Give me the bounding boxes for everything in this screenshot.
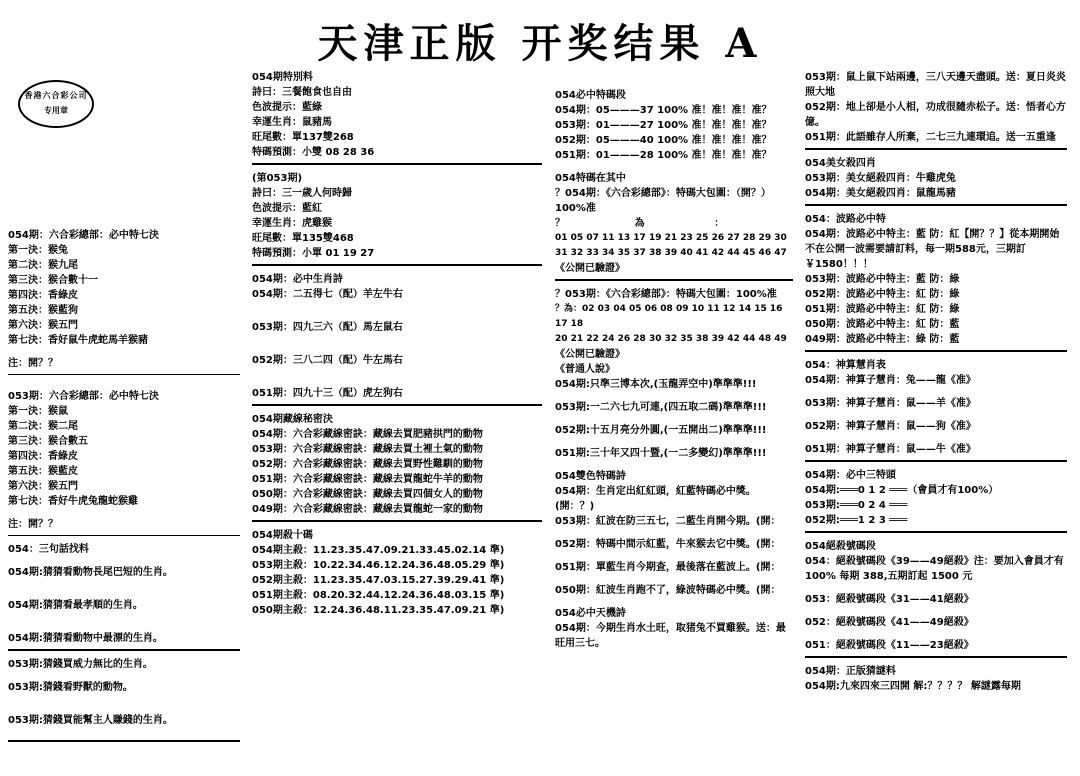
text-line: 第五決：猴藍皮	[8, 466, 78, 477]
text-line: 053期：波路必中特主：藍 防：綠	[805, 274, 960, 285]
text-line: ？ 為 ：	[555, 218, 725, 229]
text-line: 051期：六合彩藏線密訣：藏線去買龍蛇牛羊的動物	[252, 474, 483, 485]
text-line: 054期：六合彩藏線密訣：藏線去買肥豬拱門的動物	[252, 429, 483, 440]
column-3	[555, 88, 793, 651]
text-line: 052期：神算子慧肖：鼠——狗《准》	[805, 421, 976, 432]
text-line: 054期:猜猜看最孝順的生肖。	[8, 600, 143, 611]
text-line: 050期：紅波生肖跑不了，綠波特碼必中獎。(開：	[555, 585, 781, 596]
text-line: 054期：神算子慧肖：兔——龍《准》	[805, 375, 976, 386]
page-title: 天津正版 开奖结果 A	[317, 20, 763, 67]
text-line: 052期：六合彩藏線密訣：藏線去買野性難馴的動物	[252, 459, 483, 470]
text-line: 052期：波路必中特主：紅 防：綠	[805, 289, 960, 300]
text-line: 054期特別料	[252, 72, 313, 83]
text-line: 第四決：香綠皮	[8, 451, 78, 462]
text-line: 注：開？？	[8, 519, 58, 530]
text-line: 054期：必中三特頭	[805, 470, 896, 481]
text-line: 054期:九來四來三四開 解:？？？？ 解謎露每期	[805, 681, 1021, 692]
text-line: 054期：六合彩總部：必中特七決	[8, 230, 159, 241]
text-line: ？054期：《六合彩總部》：特碼大包圍：（開？）100%准	[555, 188, 771, 214]
text-line: 第七決：香好牛虎兔龍蛇猴雞	[8, 496, 138, 507]
text-line: 052期：地上卻是小人相，功成很隨赤松子。送：悟者心方億。	[805, 102, 1066, 128]
text-line: 051：絕殺號碼段《11——23絕殺》	[805, 640, 974, 651]
text-line: 《公開已驗證》	[555, 349, 625, 360]
text-line: 053期:猜錢看野獸的動物。	[8, 682, 133, 693]
text-line: 第二決：猴二尾	[8, 421, 78, 432]
text-line: 053期：美女絕殺四肖：牛雞虎兔	[805, 173, 956, 184]
text-line: 052期:═══1 2 3 ═══	[805, 515, 908, 526]
text-line: 《普通人說》	[555, 364, 615, 375]
text-line: 01 05 07 11 13 17 19 21 23 25 26 27 28 29 30	[555, 233, 787, 243]
text-line: 054：絕殺號碼段《39——49絕殺》注：要加入會員才有 100% 每期 388,五期訂起 1500 元	[805, 556, 1064, 582]
text-line: 051期：此語雖存人所棄，二七三九連環追。送一五重逢	[805, 132, 1056, 143]
text-line: 詩曰：三一歲人何時歸	[252, 188, 352, 199]
text-line: 054必中特碼段	[555, 90, 626, 101]
text-line: 052期:十五月亮分外圓,(一五開出二)準準準!!!	[555, 425, 767, 436]
text-line: 色波提示：藍綠	[252, 102, 322, 113]
text-line: 旺尾數：單137雙268	[252, 132, 354, 143]
text-line: 052期主殺：11.23.35.47.03.15.27.39.29.41 準)	[252, 575, 505, 586]
stamp-line2: 专用章	[44, 106, 68, 115]
divider	[8, 740, 240, 742]
text-line: 《公開已驗證》	[555, 263, 625, 274]
text-line: 第一決：猴鼠	[8, 406, 68, 417]
text-line: 050期主殺：12.24.36.48.11.23.35.47.09.21 準)	[252, 605, 505, 616]
text-line: 第七決：香好鼠牛虎蛇馬羊猴豬	[8, 335, 148, 346]
text-line: 054期：二五得七（配）羊左牛右	[252, 289, 403, 300]
text-line: 054美女殺四肖	[805, 158, 876, 169]
text-line: 053期:猜錢買能幫主人賺錢的生肖。	[8, 715, 173, 726]
text-line: 053期：鼠上鼠下站兩邊，三八天邊天盡頭。送：夏日炎炎照大地	[805, 72, 1066, 98]
text-line: 054期：美女絕殺四肖：鼠龍馬豬	[805, 188, 956, 199]
stamp-line1: 香港六合彩公司	[24, 91, 88, 100]
text-line: 054：三句話找料	[8, 544, 89, 555]
text-line: 第五決：猴藍狗	[8, 305, 78, 316]
text-line: 053期主殺：10.22.34.46.12.24.36.48.05.29 準)	[252, 560, 505, 571]
text-line: 第六決：猴五門	[8, 481, 78, 492]
text-line: 054絕殺號碼段	[805, 541, 876, 552]
column-4	[805, 70, 1067, 694]
text-line: 053期:═══0 2 4 ═══	[805, 500, 908, 511]
text-line: 20 21 22 24 26 28 30 32 35 38 39 42 44 48 49	[555, 334, 787, 344]
column-2	[252, 70, 542, 618]
text-line: 051期：波路必中特主：紅 防：綠	[805, 304, 960, 315]
text-line: 051期主殺：08.20.32.44.12.24.36.48.03.15 準)	[252, 590, 505, 601]
text-line: 053期:一二六七九可連,(四五取二碼)準準準!!!	[555, 402, 767, 413]
text-line: 049期：六合彩藏線密訣：藏線去買龍蛇一家的動物	[252, 504, 483, 515]
text-line: 049期：波路必中特主：綠 防：藍	[805, 334, 960, 345]
text-line: 053期：四九三六（配）馬左鼠右	[252, 322, 403, 333]
text-line: (第053期)	[252, 173, 303, 184]
text-line: 051期:三十年又四十暨,(一二多變幻)準準準!!!	[555, 448, 767, 459]
text-line: 051期：01———28 100% 准！准！准！准？	[555, 150, 772, 161]
text-line: 054期：正版猜謎料	[805, 666, 896, 677]
text-line: 色波提示：藍紅	[252, 203, 322, 214]
text-line: 054期:猜猜看動物長尾巴短的生肖。	[8, 567, 173, 578]
text-line: 旺尾數：單135雙468	[252, 233, 354, 244]
text-line: 054期:只準三博本次,(玉龍弄空中)準準準!!!	[555, 379, 757, 390]
text-line: 幸運生肖：鼠豬馬	[252, 117, 332, 128]
text-line: 053期：01———27 100% 准！准！准！准？	[555, 120, 772, 131]
text-line: 052：絕殺號碼段《41——49絕殺》	[805, 617, 974, 628]
text-line: 特碼預測：小單 01 19 27	[252, 248, 375, 259]
text-line: 第二決：猴九尾	[8, 260, 78, 271]
column-1	[8, 228, 240, 728]
text-line: 幸運生肖：虎雞猴	[252, 218, 332, 229]
text-line: 054期殺十碼	[252, 530, 313, 541]
text-line: 053期：六合彩總部：必中特七決	[8, 391, 159, 402]
text-line: ？053期：《六合彩總部》：特碼大包圍：100%准	[555, 289, 777, 300]
text-line: 050期：波路必中特主：紅 防：藍	[805, 319, 960, 330]
text-line: 053期：紅波在防三五七，二藍生肖開今期。(開：	[555, 516, 781, 527]
text-line: 第三決：猴合數五	[8, 436, 88, 447]
text-line: 054期：必中生肖詩	[252, 274, 343, 285]
text-line: 詩曰：三餐飽食也自由	[252, 87, 352, 98]
text-line: 054期:猜猜看動物中最漂的生肖。	[8, 633, 163, 644]
text-line: 第六決：猴五門	[8, 320, 78, 331]
text-line: 053期：神算子慧肖：鼠——羊《准》	[805, 398, 976, 409]
text-line: 052期：三八二四（配）牛左馬右	[252, 355, 403, 366]
text-line: 注：開？？	[8, 358, 58, 369]
text-line: 054期主殺：11.23.35.47.09.21.33.45.02.14 準)	[252, 545, 505, 556]
seal-stamp	[18, 80, 94, 128]
text-line: 054必中天機詩	[555, 608, 626, 619]
text-line: 054：波路必中特	[805, 214, 886, 225]
text-line: 054期：今期生肖水土旺，取猪兔不買雞猴。送：最旺用三七。	[555, 623, 786, 649]
text-line: 052期：05———40 100% 准！准！准！准？	[555, 135, 772, 146]
text-line: 054特碼在其中	[555, 173, 626, 184]
text-line: 050期：六合彩藏線密訣：藏線去買四個女人的動物	[252, 489, 483, 500]
text-line: 第四決：香綠皮	[8, 290, 78, 301]
text-line: 31 32 33 34 35 37 38 39 40 41 42 44 45 46 47	[555, 248, 787, 258]
text-line: 054期：05———37 100% 准！准！准！准？	[555, 105, 772, 116]
text-line: 051期：四九十三（配）虎左狗右	[252, 388, 403, 399]
text-line: 第三決：猴合數十一	[8, 275, 98, 286]
text-line: 053：絕殺號碼段《31——41絕殺》	[805, 594, 974, 605]
text-line: ？為：02 03 04 05 06 08 09 10 11 12 14 15 16 17 18	[555, 304, 783, 329]
text-line: 054雙色特碼詩	[555, 471, 626, 482]
text-line: 051期：神算子慧肖：鼠——牛《准》	[805, 444, 976, 455]
text-line: 054：神算慧肖表	[805, 360, 886, 371]
text-line: 054期：波路必中特主：藍 防：紅【開？？】從本期開始不在公開一波需要請訂料，每一期588元，三期訂￥1580！！！	[805, 229, 1060, 270]
text-line: 054期：生肖定出紅紅頭，紅藍特碼必中獎。(開：？)	[555, 486, 756, 512]
text-line: 051期：單藍生肖今期查，最後落在藍波上。(開：	[555, 562, 781, 573]
text-line: 特碼預測：小雙 08 28 36	[252, 147, 375, 158]
text-line: 053期：六合彩藏線密訣：藏線去買土裡土氣的動物	[252, 444, 483, 455]
text-line: 054期:═══0 1 2 ═══（會員才有100%）	[805, 485, 999, 496]
text-line: 052期：特碼中間示紅藍，牛來猴去它中獎。(開：	[555, 539, 781, 550]
text-line: 054期藏線秘密決	[252, 414, 333, 425]
text-line: 053期:猜錢買威力無比的生肖。	[8, 659, 153, 670]
text-line: 第一決：猴兔	[8, 245, 68, 256]
